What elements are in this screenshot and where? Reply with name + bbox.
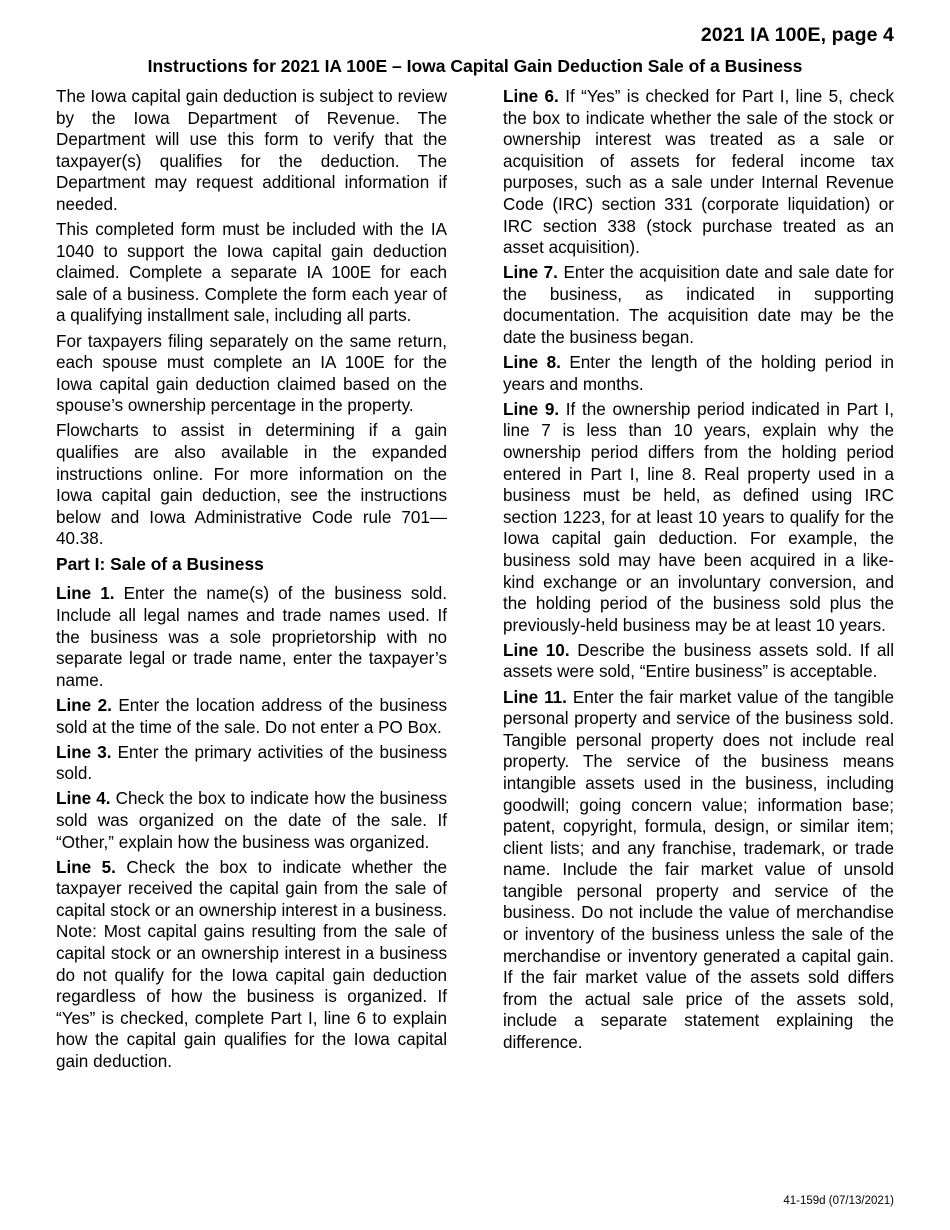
- line-text: Describe the business assets sold. If all assets were sold, “Entire business” is acceptable.: [503, 640, 894, 682]
- line-label: Line 8.: [503, 353, 561, 373]
- line-label: Line 7.: [503, 263, 558, 283]
- section-heading: Part I: Sale of a Business: [56, 554, 264, 575]
- form-code: 41-159d (07/13/2021): [783, 1195, 894, 1207]
- line-label: Line 3.: [56, 742, 112, 762]
- line-instruction: [503, 352, 894, 395]
- line-text: Check the box to indicate how the business sold was organized on the date of the sale. If “Other,” explain how the business was organized.: [56, 789, 447, 852]
- intro-paragraph: For taxpayers filing separately on the same return, each spouse must complete an IA 100E for the Iowa capital gain deduction claimed based on the spouse’s ownership percentage in the property.: [56, 331, 447, 416]
- page-label: 2021 IA 100E, page 4: [700, 24, 894, 46]
- right-column: [503, 86, 894, 1057]
- line-text: Enter the location address of the business sold at the time of the sale. Do not enter a PO Box.: [56, 695, 447, 737]
- line-text: If “Yes” is checked for Part I, line 5, check the box to indicate whether the sale of the stock or ownership interest was treated as a sale or acquisition of assets for federal income tax purposes, such as a sale under Internal Revenue Code (IRC) section 331 (corporate liquidation) or IRC section 338 (stock purchase treated as an asset acquisition).: [503, 87, 894, 258]
- line-instruction: [503, 262, 894, 348]
- line-instruction: [56, 742, 447, 785]
- line-label: Line 2.: [56, 695, 112, 715]
- line-text: Enter the name(s) of the business sold. Include all legal names and trade names used. If the business was a sole proprietorship with no separate legal or trade name, enter the taxpayer’s name.: [56, 584, 447, 690]
- line-label: Line 9.: [503, 399, 560, 419]
- line-instruction: [503, 640, 894, 683]
- intro-paragraph: This completed form must be included with the IA 1040 to support the Iowa capital gain deduction claimed. Complete a separate IA 100E for each sale of a business. Complete the form each year of a qualifying installment sale, including all parts.: [56, 220, 447, 326]
- line-text: Enter the length of the holding period in years and months.: [503, 353, 894, 394]
- line-instruction: [56, 857, 447, 1073]
- line-instruction: [56, 583, 447, 691]
- line-text: Enter the primary activities of the business sold.: [56, 742, 447, 784]
- line-instruction: [503, 399, 894, 637]
- line-label: Line 6.: [503, 87, 559, 106]
- line-text: Enter the acquisition date and sale date for the business, as indicated in supporting documentation. The acquisition date may be the date the business began.: [503, 263, 894, 348]
- page-title: Instructions for 2021 IA 100E – Iowa Capital Gain Deduction Sale of a Business: [147, 56, 803, 76]
- line-label: Line 5.: [56, 857, 116, 877]
- left-column: [56, 86, 447, 1076]
- intro-paragraph: Flowcharts to assist in determining if a gain qualifies are also available in the expanded instructions online. For more information on the Iowa capital gain deduction, see the instructions below and Iowa Administrative Code rule 701—40.38.: [56, 421, 447, 549]
- line-label: Line 10.: [503, 640, 570, 660]
- line-label: Line 11.: [503, 687, 567, 707]
- line-instruction: [56, 788, 447, 853]
- line-instruction: [56, 695, 447, 738]
- line-label: Line 4.: [56, 789, 111, 809]
- line-text: Check the box to indicate whether the taxpayer received the capital gain from the sale of capital stock or an ownership interest in a business. Note: Most capital gains resulting from the sale of capital stock or an ownership interest in a business do not qualify for the Iowa capital gain deduction regardless of how the business is organized. If “Yes” is checked, complete Part I, line 6 to explain how the capital gain qualifies for the Iowa capital gain deduction.: [56, 857, 447, 1071]
- line-instruction: [503, 687, 894, 1054]
- line-instruction: [503, 86, 894, 259]
- intro-paragraph: The Iowa capital gain deduction is subject to review by the Iowa Department of Revenue. The Department will use this form to verify that the taxpayer(s) qualifies for the deduction. The Department may request additional information if needed.: [56, 87, 447, 214]
- line-label: Line 1.: [56, 584, 115, 604]
- line-text: Enter the fair market value of the tangible personal property and service of the business sold. Tangible personal property does not include real property. The service of the business means intangible assets used in the business, including goodwill; going concern value; information base; patent, copyright, formula, design, or similar item; client lists; and any franchise, trademark, or trade name. Include the fair market value of unsold tangible personal property and service of the business. Do not include the value of merchandise or inventory of the business unless the sale of the merchandise or inventory generated a capital gain. If the fair market value of the assets sold differs from the actual sale price of the assets sold, include a separate statement explaining the difference.: [503, 687, 894, 1053]
- line-text: If the ownership period indicated in Part I, line 7 is less than 10 years, explain why the ownership period differs from the holding period entered in Part I, line 8. Real property used in a business must be held, as defined using IRC section 1223, for at least 10 years to qualify for the Iowa capital gain deduction. For example, the business sold may have been acquired in a like-kind exchange or an involuntary conversion, and the holding period of the business sold plus the previously-held business may be at least 10 years.: [503, 399, 894, 635]
